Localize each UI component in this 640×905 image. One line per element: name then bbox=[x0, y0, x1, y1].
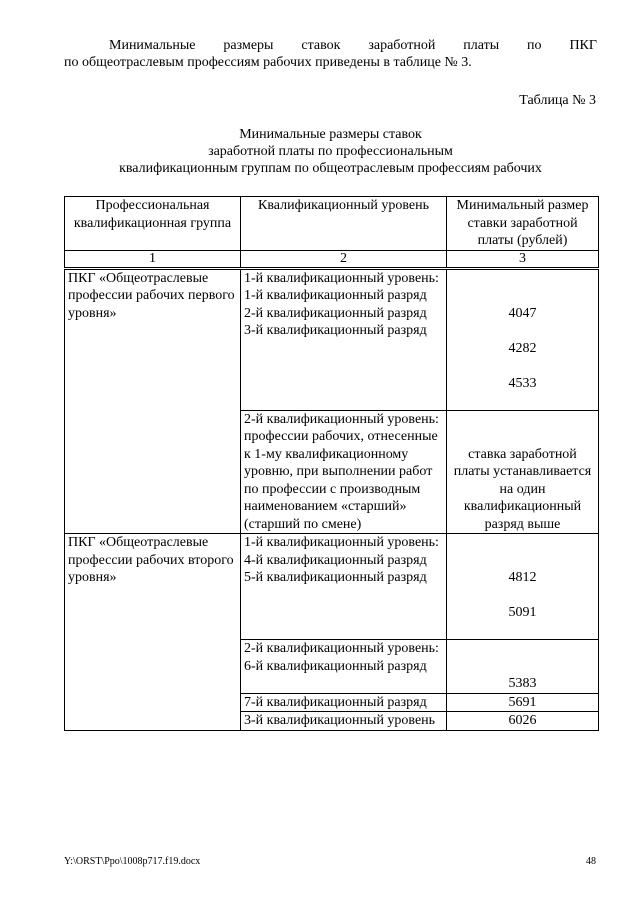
rate-note: ставка заработной платы устанавливается на один квалификационный разряд выше bbox=[453, 446, 592, 532]
table-header-row bbox=[65, 197, 599, 251]
rate-cell bbox=[447, 534, 599, 640]
rate-cell bbox=[447, 268, 599, 410]
header-level: Квалификационный уровень bbox=[241, 197, 447, 251]
header-group: Профессиональная квалификационная группа bbox=[65, 197, 241, 251]
column-number: 1 bbox=[65, 250, 241, 268]
intro-line-2: по общеотраслевым профессиям рабочих приведены в таблице № 3. bbox=[64, 55, 472, 70]
rate-value: 4282 bbox=[508, 340, 537, 356]
footer-file-path: Y:\ORST\Ppo\1008p717.f19.docx bbox=[64, 856, 201, 867]
rate-value: 5383 bbox=[508, 676, 537, 691]
level-cell bbox=[241, 268, 447, 410]
rate-value: 4812 bbox=[508, 570, 537, 585]
caption-line-2: заработной платы по профессиональным bbox=[208, 144, 453, 159]
table-caption bbox=[64, 126, 597, 177]
rank-name: 3-й квалификационный разряд bbox=[244, 323, 427, 338]
group-name: ПКГ «Общеотраслевые профессии рабочих первого уровня» bbox=[65, 268, 241, 534]
level-cell bbox=[241, 410, 447, 534]
rank-name: 7-й квалификационный разряд bbox=[241, 693, 447, 712]
rate-value: 4047 bbox=[508, 305, 537, 321]
rate-cell bbox=[447, 640, 599, 694]
caption-line-3: квалификационным группам по общеотраслевым профессиям рабочих bbox=[119, 161, 542, 176]
level-cell bbox=[241, 640, 447, 694]
level-title: 3-й квалификационный уровень bbox=[241, 712, 447, 731]
table-label: Таблица № 3 bbox=[519, 93, 596, 108]
rate-value: 6026 bbox=[447, 712, 599, 731]
rank-name: 5-й квалификационный разряд bbox=[244, 570, 427, 585]
level-description: профессии рабочих, отнесенные к 1-му квалификационному уровню, при выполнении работ по профессии с производным наименованием «старший» (старший по смене) bbox=[244, 429, 438, 532]
table-column-numbers-row bbox=[65, 250, 599, 268]
rates-table bbox=[64, 196, 599, 731]
caption-line-1: Минимальные размеры ставок bbox=[239, 127, 422, 142]
level-cell bbox=[241, 534, 447, 640]
rate-cell bbox=[447, 410, 599, 534]
rank-name: 2-й квалификационный разряд bbox=[244, 305, 427, 321]
rank-name: 4-й квалификационный разряд bbox=[244, 552, 427, 568]
rate-value: 4533 bbox=[508, 375, 537, 391]
footer-page-number: 48 bbox=[586, 856, 596, 867]
group-name: ПКГ «Общеотраслевые профессии рабочих второго уровня» bbox=[65, 534, 241, 731]
level-title: 1-й квалификационный уровень: bbox=[244, 535, 439, 550]
rate-value: 5091 bbox=[508, 605, 537, 620]
header-rate: Минимальный размер ставки заработной платы (рублей) bbox=[447, 197, 599, 251]
rate-value: 5691 bbox=[447, 693, 599, 712]
intro-line-1: Минимальные размеры ставок заработной платы по ПКГ bbox=[109, 38, 597, 53]
table-row bbox=[65, 268, 599, 410]
column-number: 2 bbox=[241, 250, 447, 268]
rank-name: 6-й квалификационный разряд bbox=[244, 658, 427, 674]
level-title: 2-й квалификационный уровень: bbox=[244, 411, 439, 427]
level-title: 1-й квалификационный уровень: bbox=[244, 270, 439, 286]
level-title: 2-й квалификационный уровень: bbox=[244, 641, 439, 656]
column-number: 3 bbox=[447, 250, 599, 268]
rank-name: 1-й квалификационный разряд bbox=[244, 288, 427, 303]
table-row bbox=[65, 534, 599, 640]
